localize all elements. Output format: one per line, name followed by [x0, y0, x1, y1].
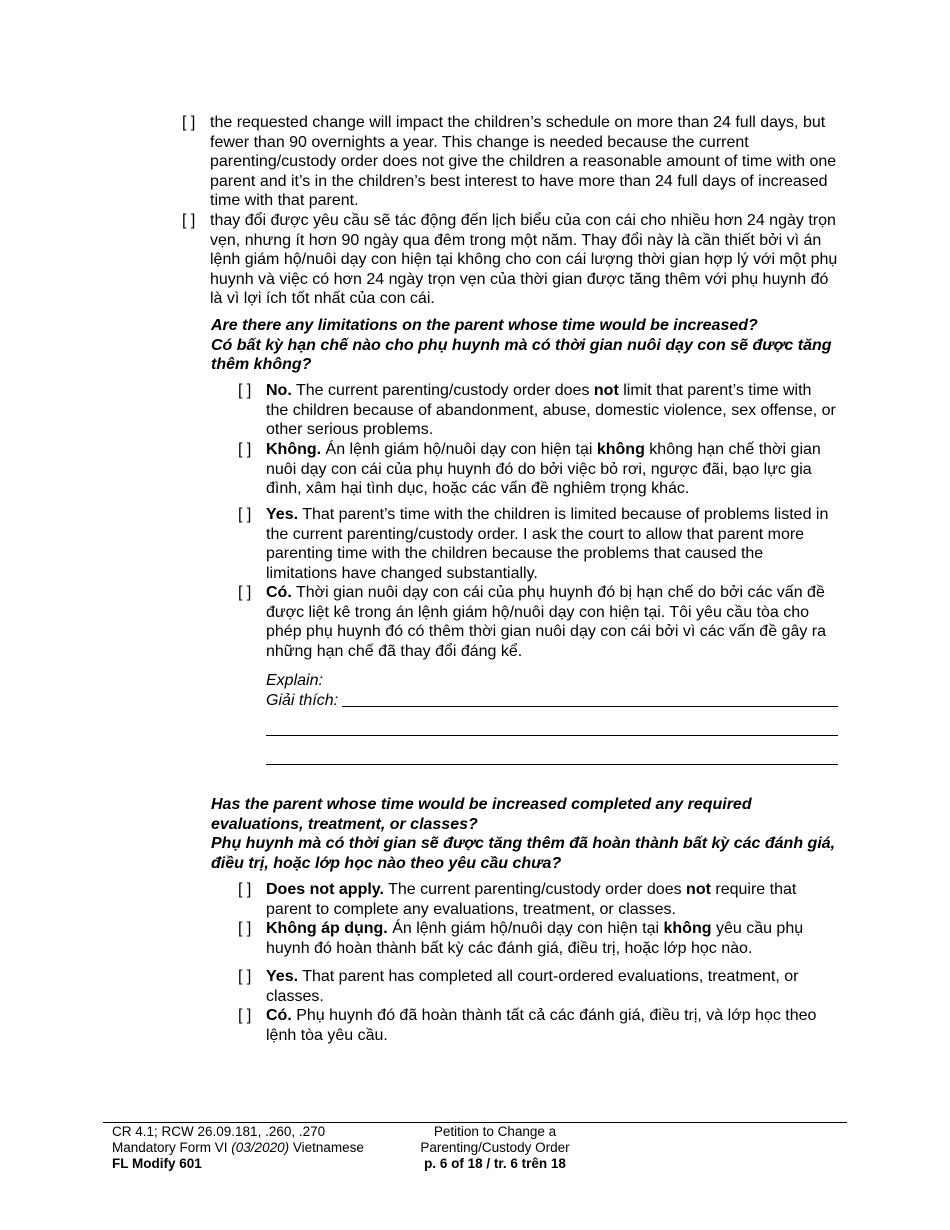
option-yes-limitations-en	[238, 505, 838, 583]
footer-divider	[103, 1122, 847, 1123]
option-text: Có. Phụ huynh đó đã hoàn thành tất cả các đánh giá, điều trị, và lớp học theo lệnh tòa yêu cầu.	[266, 1007, 817, 1044]
option-change-impact-vi	[182, 211, 842, 309]
question-evaluations-en: Has the parent whose time would be increased completed any required evaluations, treatment, or classes?	[211, 796, 752, 833]
checkbox[interactable]: [ ]	[238, 441, 252, 458]
option-does-not-apply-en	[238, 880, 838, 919]
option-completed-en	[238, 967, 838, 1006]
option-text: Không. Án lệnh giám hộ/nuôi dạy con hiện tại không không hạn chế thời gian nuôi dạy con cái của phụ huynh đó do bởi việc bỏ rơi, ngược đãi, bạo lực gia đình, xâm hại tình dục, hoặc các vấn đề nghiêm trọng khác.	[266, 441, 821, 498]
question-limitations-vi: Có bất kỳ hạn chế nào cho phụ huynh mà có thời gian nuôi dạy con sẽ được tăng thêm không?	[211, 336, 832, 374]
explain-line-1[interactable]	[342, 706, 838, 707]
option-text: No. The current parenting/custody order does not limit that parent’s time with the children because of abandonment, abuse, domestic violence, sex offense, or other serious problems.	[266, 382, 836, 439]
checkbox[interactable]: [ ]	[238, 584, 252, 601]
footer-title-1: Petition to Change a	[433, 1124, 557, 1139]
checkbox[interactable]: [ ]	[238, 382, 252, 399]
explain-line-2[interactable]	[266, 735, 838, 736]
option-text: thay đổi được yêu cầu sẽ tác động đến lịch biểu của con cái cho nhiều hơn 24 ngày trọn vẹn, nhưng ít hơn 90 ngày qua đêm trong một năm. Thay đổi này là cần thiết bởi vì án lệnh giám hộ/nuôi dạy con hiện tại không cho con cái lượng thời gian hợp lý với một phụ huynh và việc có hơn 24 ngày trọn vẹn của thời gian được tăng thêm với phụ huynh đó là vì lợi ích tốt nhất của con cái.	[210, 212, 838, 308]
option-yes-limitations-vi	[238, 583, 838, 661]
checkbox[interactable]: [ ]	[182, 114, 196, 131]
checkbox[interactable]: [ ]	[182, 212, 196, 229]
option-text: the requested change will impact the children’s schedule on more than 24 full days, but fewer than 90 overnights a year. This change is needed because the current parenting/custody order does not give the children a reasonable amount of time with one parent and it’s in the children’s best interest to have more than 24 full days of increased time with that parent.	[210, 114, 837, 210]
footer-title-2: Parenting/Custody Order	[420, 1140, 570, 1155]
option-text: Does not apply. The current parenting/custody order does not require that parent to complete any evaluations, treatment, or classes.	[266, 881, 797, 918]
explain-label-en: Explain:	[266, 672, 323, 689]
checkbox[interactable]: [ ]	[238, 920, 252, 937]
footer-page-number: p. 6 of 18 / tr. 6 trên 18	[424, 1156, 566, 1171]
checkbox[interactable]: [ ]	[238, 506, 252, 523]
option-text: Có. Thời gian nuôi dạy con cái của phụ huynh đó bị hạn chế do bởi các vấn đề được liệt kê trong án lệnh giám hộ/nuôi dạy con hiện tại. Tôi yêu cầu tòa cho phép phụ huynh đó có thêm thời gian nuôi dạy con cái bởi vì các vấn đề gây ra những hạn chế đã thay đổi đáng kể.	[266, 584, 827, 660]
option-text: Yes. That parent has completed all court-ordered evaluations, treatment, or classes.	[266, 968, 799, 1005]
option-text: Yes. That parent’s time with the children is limited because of problems listed in the current parenting/custody order. I ask the court to allow that parent more parenting time with the children because the problems that caused the limitations have changed substantially.	[266, 506, 829, 582]
option-text: Không áp dụng. Án lệnh giám hộ/nuôi dạy con hiện tại không yêu cầu phụ huynh đó hoàn thành bất kỳ các đánh giá, điều trị, hoặc lớp học nào.	[266, 920, 804, 957]
option-no-limitations-en	[238, 381, 838, 440]
explain-label-vi: Giải thích:	[266, 692, 339, 709]
question-limitations	[211, 316, 841, 375]
option-change-impact-en	[182, 113, 842, 211]
question-limitations-en: Are there any limitations on the parent whose time would be increased?	[211, 317, 758, 334]
explain-line-3[interactable]	[266, 764, 838, 765]
question-evaluations	[211, 795, 841, 873]
footer-center	[385, 1124, 605, 1172]
footer-citation: CR 4.1; RCW 26.09.181, .260, .270	[112, 1124, 326, 1139]
checkbox[interactable]: [ ]	[238, 1007, 252, 1024]
footer-form-id: FL Modify 601	[112, 1156, 202, 1171]
option-no-limitations-vi	[238, 440, 838, 499]
option-does-not-apply-vi	[238, 919, 838, 958]
option-completed-vi	[238, 1006, 838, 1045]
checkbox[interactable]: [ ]	[238, 881, 252, 898]
question-evaluations-vi: Phụ huynh mà có thời gian sẽ được tăng thêm đã hoàn thành bất kỳ các đánh giá, điều trị, hoặc lớp học nào theo yêu cầu chưa?	[211, 835, 836, 872]
footer-form-info: Mandatory Form VI (03/2020) Vietnamese	[112, 1140, 364, 1155]
checkbox[interactable]: [ ]	[238, 968, 252, 985]
footer-left	[112, 1124, 364, 1172]
